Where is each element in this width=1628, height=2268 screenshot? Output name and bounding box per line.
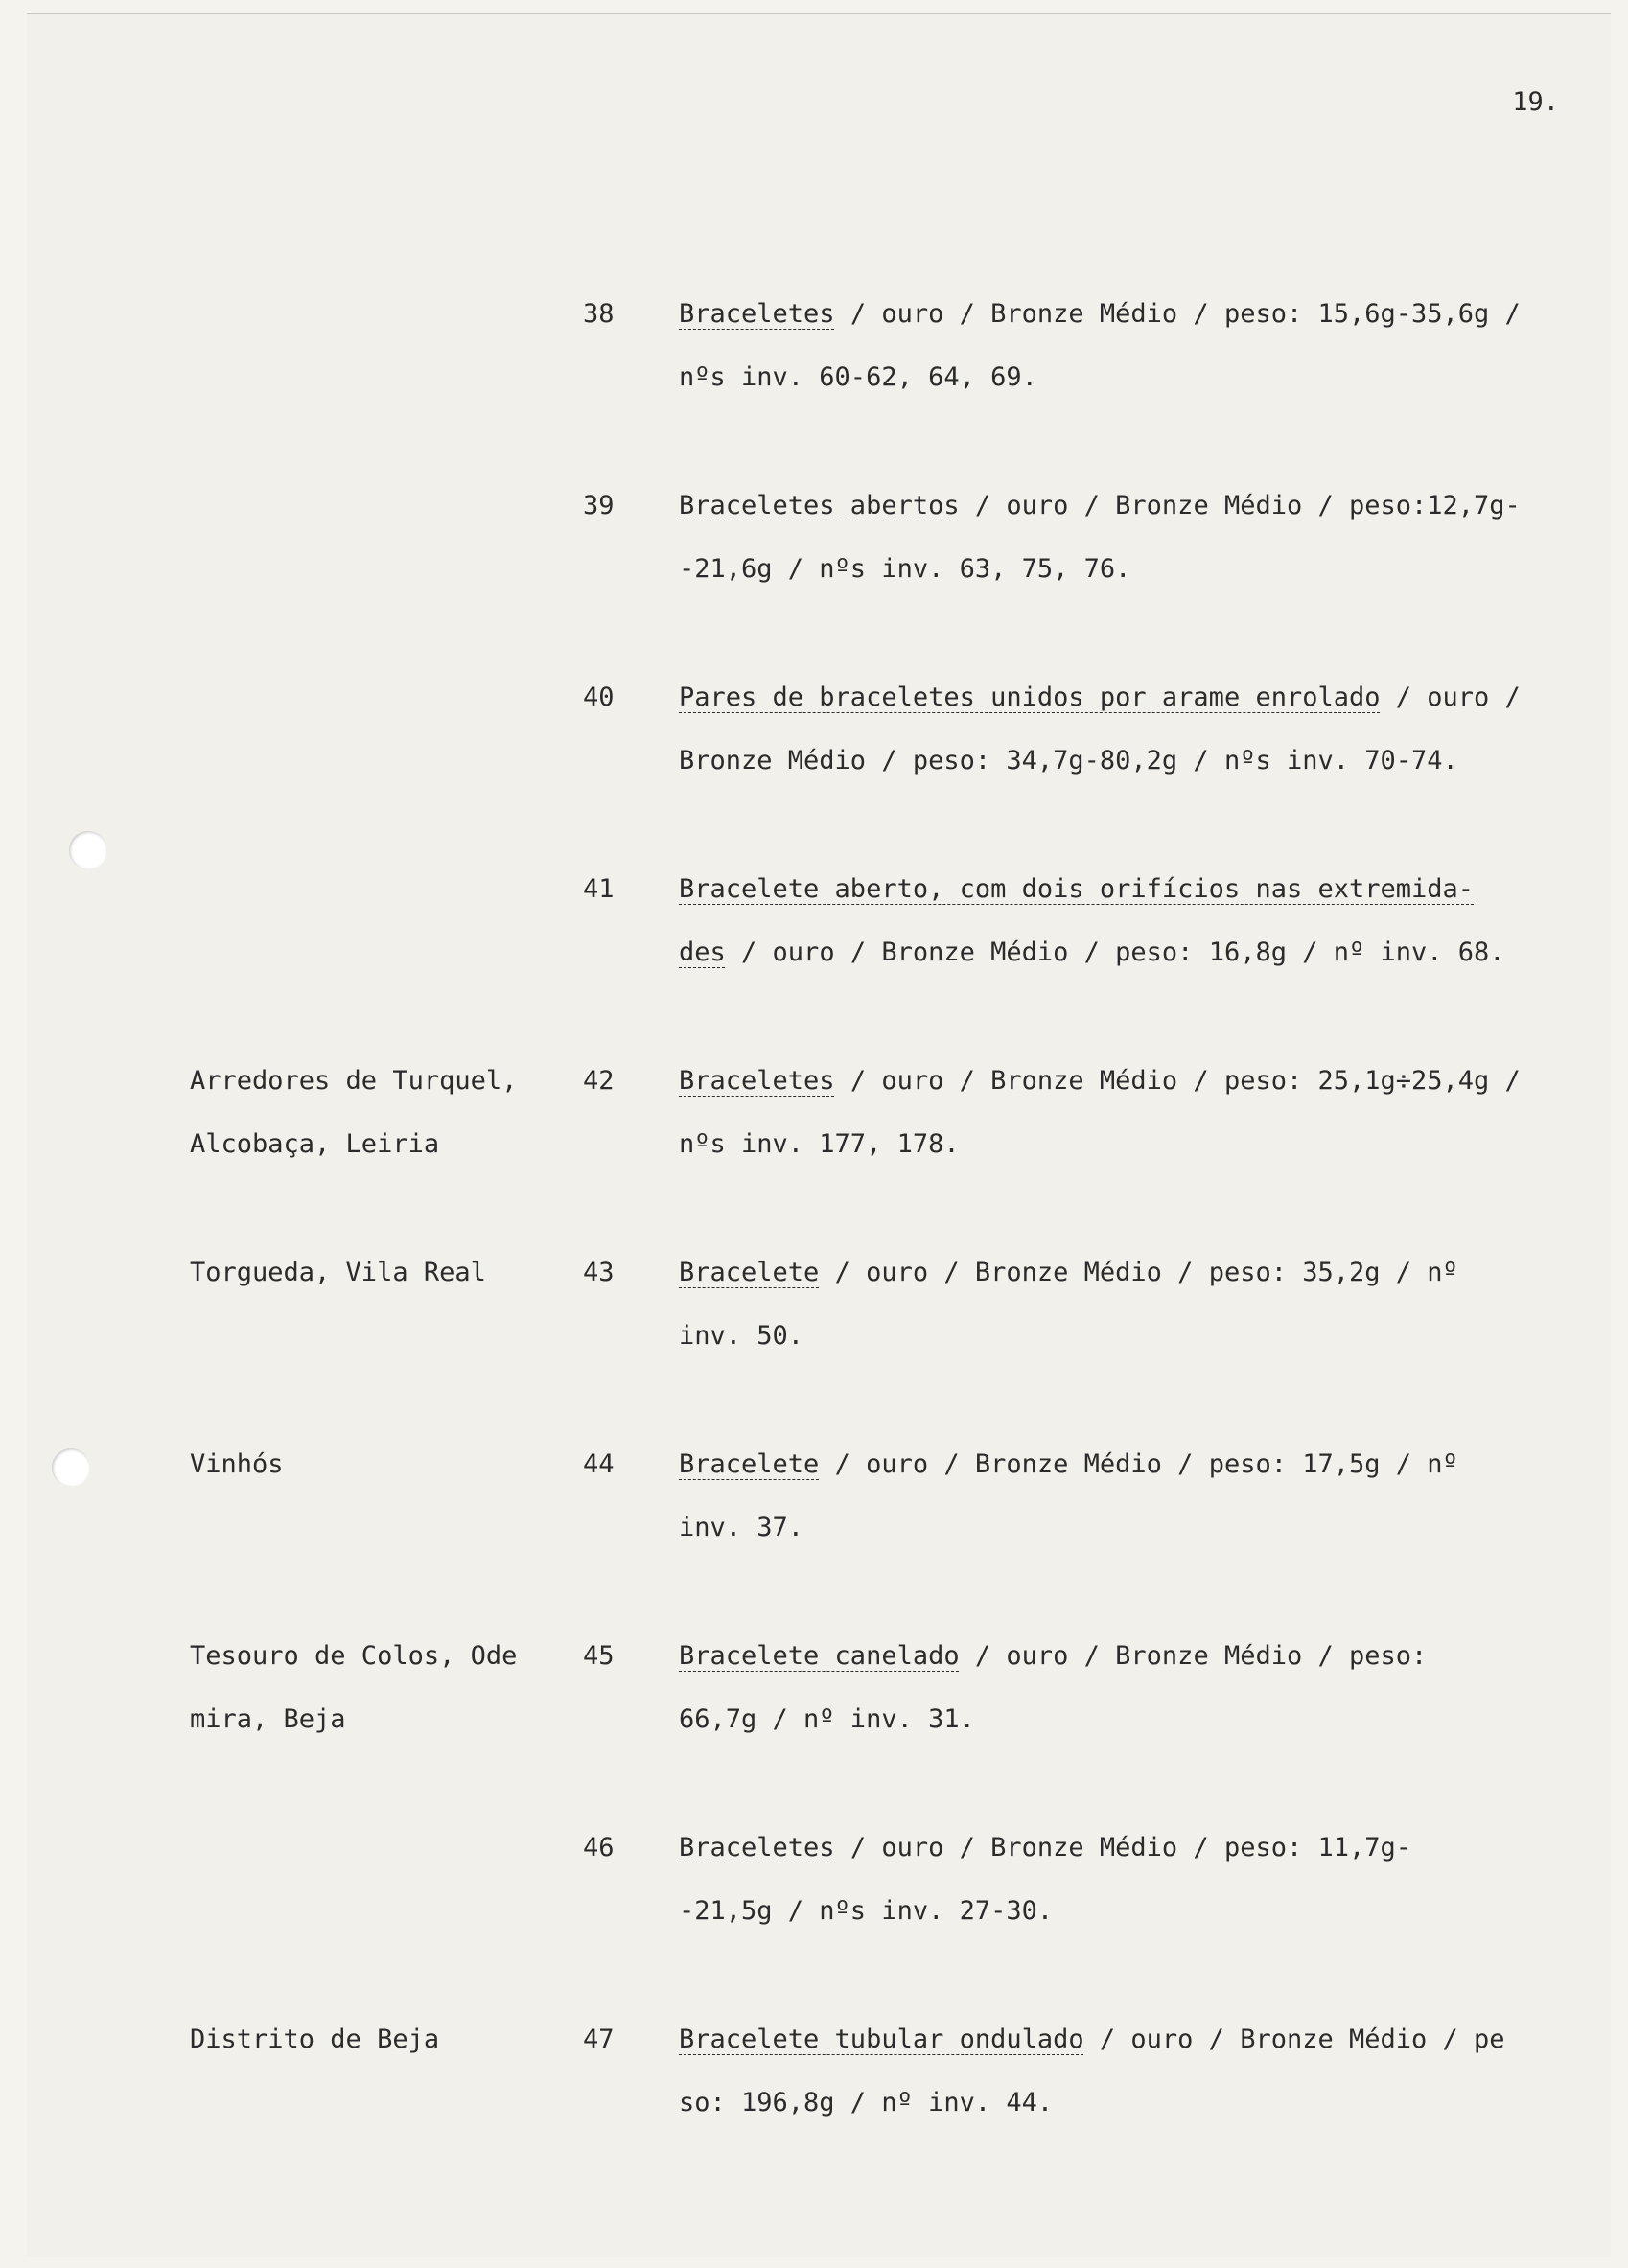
punch-hole [52,1448,90,1487]
entry-number: 43 [583,1258,615,1287]
document-page [27,13,1611,2257]
item-details: / ouro / Bronze Médio / peso: 17,5g / nº [819,1449,1458,1479]
item-title: Bracelete aberto, com dois orifícios nas extremida- [679,874,1475,904]
entry-number: 46 [583,1833,615,1863]
item-details: / ouro / Bronze Médio / pe [1083,2025,1505,2054]
item-details: / ouro / Bronze Médio / peso: 16,8g / nº inv. 68. [725,937,1505,967]
location-line: Tesouro de Colos, Ode [190,1641,518,1671]
entry-description [679,474,1521,538]
item-details: / ouro / Bronze Médio / peso: 15,6g-35,6g / [834,299,1521,329]
page-number: 19. [1512,87,1559,117]
item-details: / ouro / Bronze Médio / peso: 35,2g / nº [819,1258,1458,1287]
item-details: / ouro / [1380,683,1521,712]
entry-description-line2: so: 196,8g / nº inv. 44. [679,2088,1054,2118]
entry-description-line2: inv. 37. [679,1513,804,1542]
entry-description-line2: inv. 50. [679,1321,804,1351]
location-line: mira, Beja [190,1704,346,1734]
entry-description-line2 [679,921,1505,984]
item-details: / ouro / Bronze Médio / peso: [959,1641,1428,1671]
item-title-continuation: des [679,937,726,967]
entry-description [679,283,1521,346]
entry-description-line2: -21,6g / nºs inv. 63, 75, 76. [679,554,1131,584]
entry-description-line2: nºs inv. 177, 178. [679,1129,960,1159]
item-title: Bracelete [679,1258,820,1287]
item-title: Braceletes [679,1833,835,1863]
location-line: Vinhós [190,1449,284,1479]
location-line: Distrito de Beja [190,2025,440,2054]
entry-number: 44 [583,1449,615,1479]
entry-number: 38 [583,299,615,329]
item-title: Braceletes [679,1066,835,1096]
item-title: Bracelete [679,1449,820,1479]
item-details: / ouro / Bronze Médio / peso: 25,1g÷25,4g / [834,1066,1521,1096]
item-title: Pares de braceletes unidos por arame enrolado [679,683,1381,712]
entry-description [679,666,1521,729]
entry-description-line2: nºs inv. 60-62, 64, 69. [679,362,1037,392]
entry-number: 39 [583,491,615,521]
entry-description [679,2008,1505,2071]
location-line: Arredores de Turquel, [190,1066,518,1096]
entry-number: 41 [583,874,615,904]
item-title: Bracelete tubular ondulado [679,2025,1084,2054]
item-title: Bracelete canelado [679,1641,960,1671]
item-details: / ouro / Bronze Médio / peso:12,7g- [959,491,1521,521]
entry-number: 40 [583,683,615,712]
location-line: Torgueda, Vila Real [190,1258,486,1287]
item-title: Braceletes abertos [679,491,960,521]
entry-description [679,1817,1411,1880]
entry-description [679,858,1474,921]
entry-description-line2: 66,7g / nº inv. 31. [679,1704,975,1734]
entry-number: 45 [583,1641,615,1671]
entry-description [679,1241,1458,1305]
entry-number: 47 [583,2025,615,2054]
entry-number: 42 [583,1066,615,1096]
entry-description-line2: -21,5g / nºs inv. 27-30. [679,1896,1054,1926]
entry-description-line2: Bronze Médio / peso: 34,7g-80,2g / nºs inv. 70-74. [679,746,1458,775]
item-title: Braceletes [679,299,835,329]
entry-description [679,1433,1458,1496]
punch-hole [69,831,107,869]
item-details: / ouro / Bronze Médio / peso: 11,7g- [834,1833,1412,1863]
location-line: Alcobaça, Leiria [190,1129,440,1159]
entry-description [679,1050,1521,1113]
entry-description [679,1625,1427,1688]
